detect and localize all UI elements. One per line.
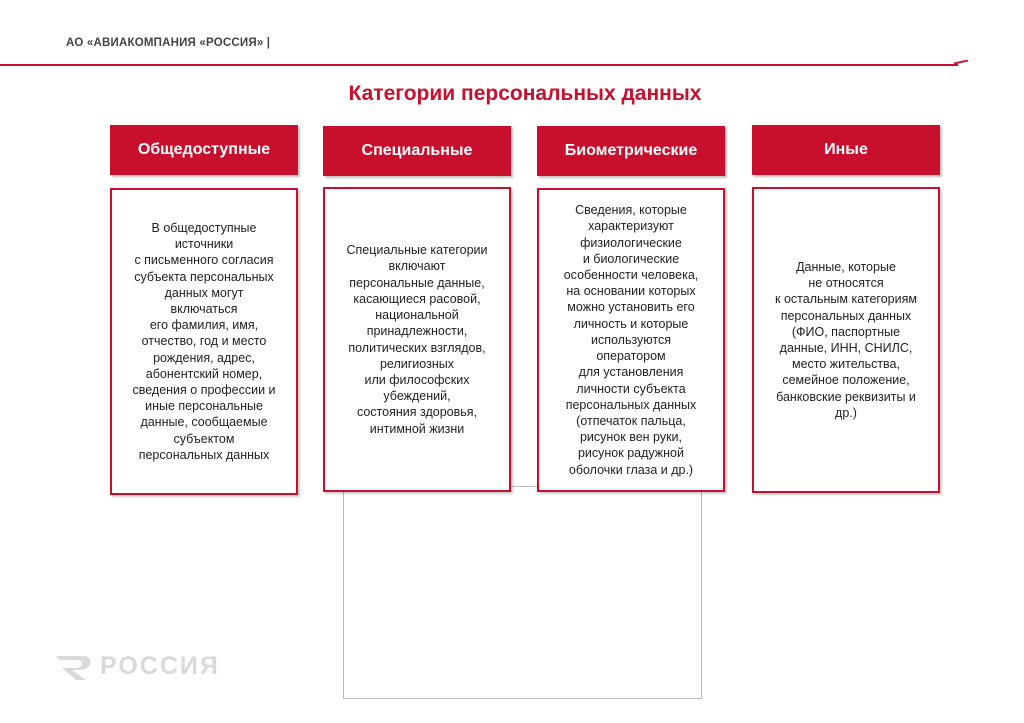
category-header-special: Специальные — [323, 126, 511, 176]
category-box-other — [752, 187, 940, 493]
category-description-public: В общедоступные источники с письменного согласия субъекта персональных данных могут включаться его фамилия, имя, отчество, год и место рождения, адрес, абонентский номер, сведения о профессии и иные персональные данные, сообщаемые субъектом персональных данных — [132, 220, 276, 462]
category-box-biometric — [537, 188, 725, 492]
category-header-public: Общедоступные — [110, 125, 298, 175]
header-company: АО «АВИАКОМПАНИЯ «РОССИЯ» | — [66, 37, 271, 49]
category-box-public — [110, 188, 298, 495]
category-box-special — [323, 187, 511, 492]
category-header-biometric: Биометрические — [537, 126, 725, 176]
airline-wing-icon — [54, 650, 94, 682]
category-description-special: Специальные категории включают персональные данные, касающиеся расовой, национальной принадлежности, политических взглядов, религиозных или философских убеждений, состояния здоровья, интимной жизни — [346, 243, 488, 436]
slide-title: Категории персональных данных — [348, 82, 702, 105]
logo-text: РОССИЯ — [100, 651, 220, 680]
category-header-other: Иные — [752, 125, 940, 175]
connector-frame — [343, 486, 702, 699]
category-description-other: Данные, которые не относятся к остальным категориям персональных данных (ФИО, паспортные данные, ИНН, СНИЛС, место жительства, семейное положение, банковские реквизиты и др.) — [775, 259, 917, 420]
category-description-biometric: Сведения, которые характеризуют физиологические и биологические особенности человека, на основании которых можно установить его личность и которые используются оператором для установления личности субъекта персональных данных (отпечаток пальца, рисунок вен руки, рисунок радужной оболочки глаза и др.) — [563, 203, 699, 477]
company-logo — [54, 650, 220, 682]
header-divider — [0, 64, 958, 66]
